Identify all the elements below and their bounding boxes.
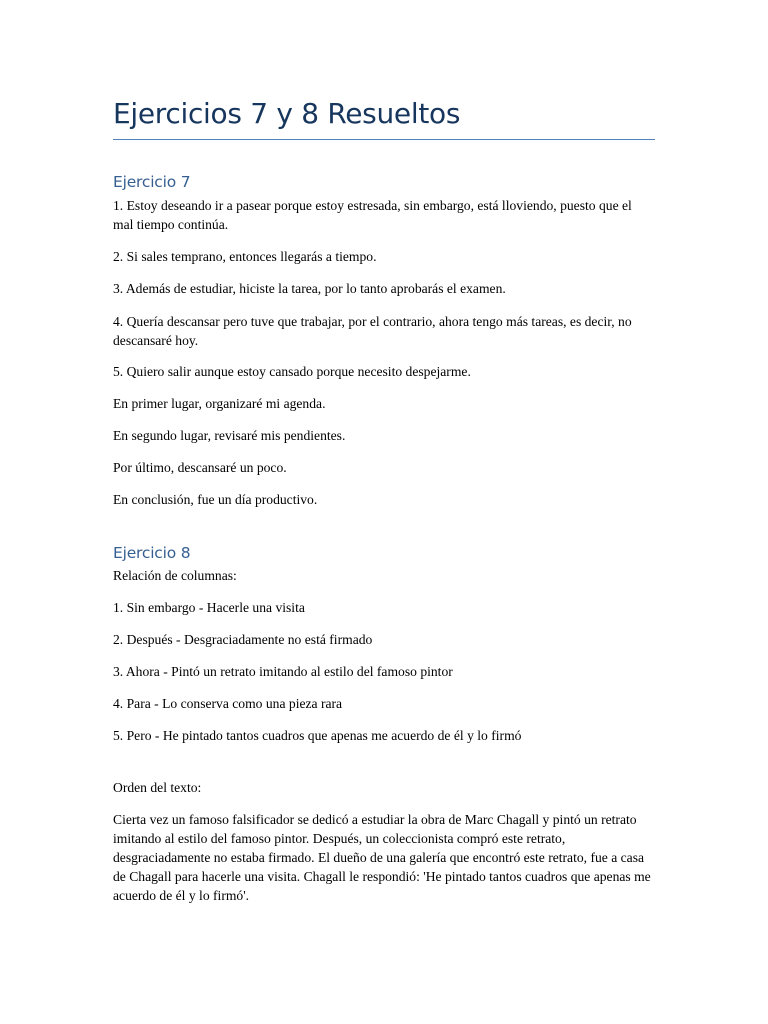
ejercicio-8-intro: Relación de columnas: [113, 568, 237, 583]
title-underline [113, 139, 655, 140]
ejercicio-7-line-por-ultimo: Por último, descansaré un poco. [113, 460, 287, 475]
ejercicio-7-item [113, 196, 655, 234]
ejercicio-8-item [113, 630, 655, 649]
ejercicio-7-item [113, 312, 655, 350]
ejercicio-7-item [113, 362, 655, 381]
ejercicio-8-item-4: 4. Para - Lo conserva como una pieza rara [113, 696, 343, 711]
ejercicio-8-item-3: 3. Ahora - Pintó un retrato imitando al estilo del famoso pintor [113, 664, 453, 679]
ejercicio-7-item [113, 279, 655, 298]
ejercicio-7-item [113, 458, 655, 477]
ejercicio-7-item [113, 394, 655, 413]
ejercicio-7-line-primer-lugar: En primer lugar, organizaré mi agenda. [113, 396, 326, 411]
ejercicio-7-item-4: 4. Quería descansar pero tuve que trabajar, por el contrario, ahora tengo más tareas, es decir, no descansaré hoy. [113, 314, 632, 348]
document-title: Ejercicios 7 y 8 Resueltos [113, 97, 461, 130]
ejercicio-8-heading-block [113, 543, 655, 563]
ejercicio-8-intro-block [113, 566, 655, 585]
ejercicio-8-item-2: 2. Después - Desgraciadamente no está firmado [113, 632, 373, 647]
ejercicio-7-item-1: 1. Estoy deseando ir a pasear porque estoy estresada, sin embargo, está lloviendo, puesto que el mal tiempo continúa. [113, 198, 632, 232]
ejercicio-7-line-segundo-lugar: En segundo lugar, revisaré mis pendientes. [113, 428, 346, 443]
ejercicio-7-item [113, 490, 655, 509]
ejercicio-7-heading-block [113, 172, 655, 192]
order-label-block [113, 778, 655, 797]
ejercicio-7-item-2: 2. Si sales temprano, entonces llegarás a tiempo. [113, 249, 377, 264]
ejercicio-7-item [113, 426, 655, 445]
ejercicio-7-item [113, 247, 655, 266]
ejercicio-7-line-conclusion: En conclusión, fue un día productivo. [113, 492, 318, 507]
ejercicio-8-item [113, 694, 655, 713]
order-text: Cierta vez un famoso falsificador se dedicó a estudiar la obra de Marc Chagall y pintó un retrato imitando al estilo del famoso pintor. Después, un coleccionista compró este retrato, desgraciadamente no estaba firmado. El dueño de una galería que encontró este retrato, fue a casa de Chagall para hacerle una visita. Chagall le respondió: 'He pintado tantos cuadros que apenas me acuerdo de él y lo firmó'. [113, 812, 651, 903]
order-label: Orden del texto: [113, 780, 202, 795]
ejercicio-7-item-5: 5. Quiero salir aunque estoy cansado porque necesito despejarme. [113, 364, 471, 379]
ejercicio-7-item-3: 3. Además de estudiar, hiciste la tarea, por lo tanto aprobarás el examen. [113, 281, 506, 296]
ejercicio-8-item-5: 5. Pero - He pintado tantos cuadros que apenas me acuerdo de él y lo firmó [113, 728, 522, 743]
ejercicio-8-item [113, 662, 655, 681]
order-text-block [113, 810, 655, 905]
ejercicio-8-heading: Ejercicio 8 [113, 544, 191, 562]
ejercicio-8-item [113, 598, 655, 617]
ejercicio-7-heading: Ejercicio 7 [113, 173, 191, 191]
ejercicio-8-item [113, 726, 655, 745]
ejercicio-8-item-1: 1. Sin embargo - Hacerle una visita [113, 600, 305, 615]
